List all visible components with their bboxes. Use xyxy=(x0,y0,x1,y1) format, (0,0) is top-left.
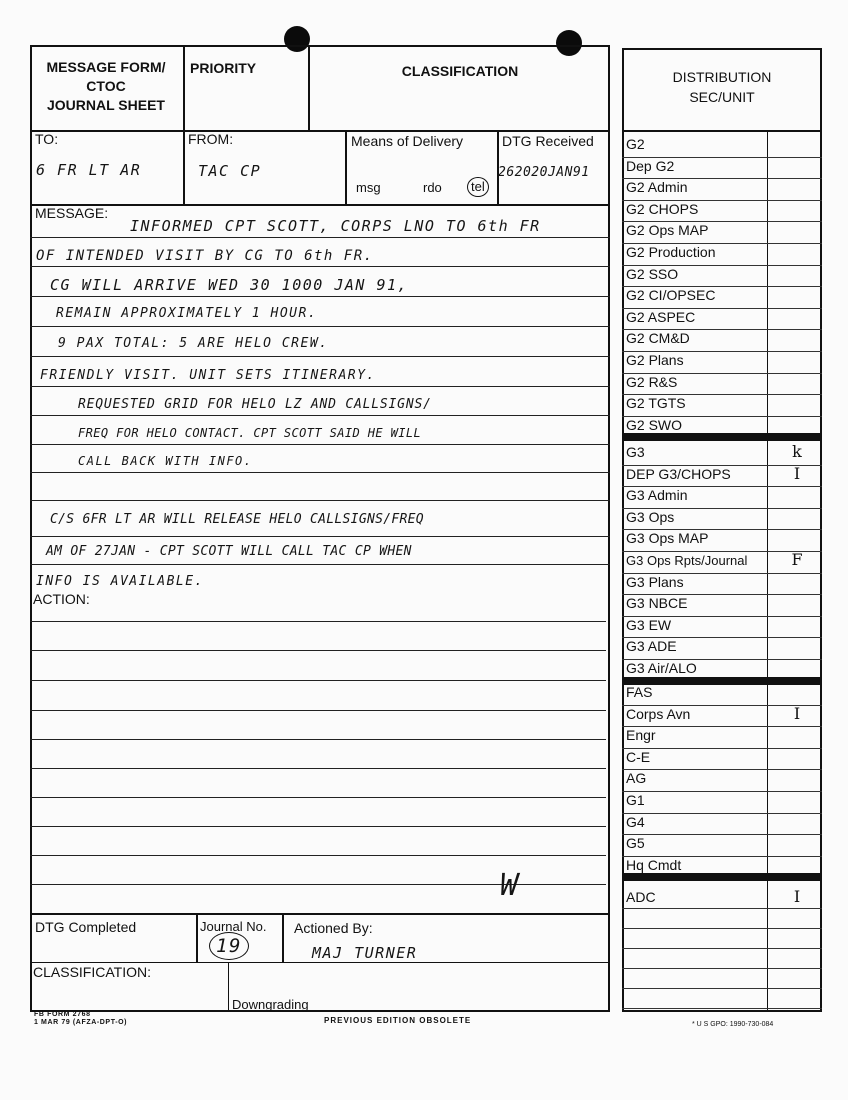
distribution-unit-name: G3 EW xyxy=(626,616,672,633)
journal-no-value: 19 xyxy=(209,932,249,960)
footer-classification-label: CLASSIFICATION: xyxy=(33,964,151,980)
classification-header-label: CLASSIFICATION xyxy=(401,63,519,79)
message-line: CALL BACK WITH INFO. xyxy=(78,454,253,468)
distribution-unit-name: G4 xyxy=(626,813,645,830)
distribution-unit-name: G2 CM&D xyxy=(626,330,690,347)
distribution-row xyxy=(622,443,822,466)
distribution-unit-name: FAS xyxy=(626,684,653,700)
distribution-unit-name: G3 Ops MAP xyxy=(626,530,709,547)
distribution-unit-name: G5 xyxy=(626,835,645,852)
distribution-row xyxy=(622,286,822,309)
to-value: 6 FR LT AR xyxy=(36,161,142,179)
message-line: INFO IS AVAILABLE. xyxy=(36,574,204,589)
distribution-row xyxy=(622,834,822,857)
journal-no-label: Journal No. xyxy=(200,919,267,934)
message-line: AM OF 27JAN - CPT SCOTT WILL CALL TAC CP WHEN xyxy=(46,544,412,559)
distribution-row xyxy=(622,726,822,749)
message-label: MESSAGE: xyxy=(35,205,109,221)
action-initials: W xyxy=(500,868,520,903)
distribution-row xyxy=(622,178,822,201)
downgrading-label: Downgrading xyxy=(232,997,309,1012)
edition-note: PREVIOUS EDITION OBSOLETE xyxy=(324,1016,472,1025)
distribution-row xyxy=(622,529,822,552)
distribution-mark: I xyxy=(793,703,801,723)
distribution-unit-name: C-E xyxy=(626,748,651,765)
distribution-unit-name: G2 TGTS xyxy=(626,395,686,412)
message-line: INFORMED CPT SCOTT, CORPS LNO TO 6th FR xyxy=(130,217,541,235)
means-of-delivery-label: Means of Delivery xyxy=(351,133,464,149)
distribution-row xyxy=(622,888,822,909)
actioned-by-value: MAJ TURNER xyxy=(312,944,418,962)
message-line: REQUESTED GRID FOR HELO LZ AND CALLSIGNS/ xyxy=(78,397,432,412)
distribution-unit-name: G3 Ops xyxy=(626,508,675,525)
distribution-row xyxy=(622,486,822,509)
distribution-row xyxy=(622,265,822,288)
from-label: FROM: xyxy=(188,131,234,147)
distribution-row xyxy=(622,221,822,244)
distribution-unit-name: G3 NBCE xyxy=(626,595,688,612)
distribution-unit-name: Corps Avn xyxy=(626,705,691,722)
distribution-row xyxy=(622,705,822,728)
distribution-row xyxy=(622,373,822,396)
distribution-row xyxy=(622,988,822,1009)
distribution-group-divider xyxy=(622,873,822,881)
from-value: TAC CP xyxy=(198,162,262,180)
distribution-unit-name: G1 xyxy=(626,792,645,808)
to-label: TO: xyxy=(35,131,59,147)
distribution-row xyxy=(622,243,822,266)
distribution-unit-name: G3 Plans xyxy=(626,573,684,590)
distribution-unit-name: G3 Ops Rpts/Journal xyxy=(626,553,748,568)
distribution-unit-name: ADC xyxy=(626,889,656,905)
actioned-by-label: Actioned By: xyxy=(294,920,373,936)
distribution-row xyxy=(622,637,822,660)
distribution-unit-name: G2 Admin xyxy=(626,179,688,196)
distribution-row xyxy=(622,769,822,792)
message-line: C/S 6FR LT AR WILL RELEASE HELO CALLSIGNS/FREQ xyxy=(50,512,424,527)
distribution-row xyxy=(622,308,822,331)
distribution-row xyxy=(622,329,822,352)
distribution-row xyxy=(622,928,822,949)
distribution-row xyxy=(622,594,822,617)
dtg-received-value: 262020JAN91 xyxy=(498,165,590,180)
distribution-row xyxy=(622,908,822,929)
delivery-option-tel: tel xyxy=(467,177,489,197)
distribution-unit-name: G2 R&S xyxy=(626,373,678,390)
distribution-row xyxy=(622,200,822,223)
distribution-unit-name: G2 CI/OPSEC xyxy=(626,287,716,304)
distribution-row xyxy=(622,748,822,771)
message-line: REMAIN APPROXIMATELY 1 HOUR. xyxy=(56,306,318,321)
distribution-unit-name: G2 Production xyxy=(626,244,716,260)
distribution-unit-name: G3 Air/ALO xyxy=(626,660,697,676)
distribution-mark: F xyxy=(791,550,803,569)
distribution-unit-name: G2 ASPEC xyxy=(626,308,696,325)
distribution-unit-name: Dep G2 xyxy=(626,157,675,174)
distribution-row xyxy=(622,551,822,574)
distribution-row xyxy=(622,157,822,180)
distribution-unit-name: AG xyxy=(626,770,647,787)
distribution-group-divider xyxy=(622,433,822,441)
priority-label: PRIORITY xyxy=(190,60,257,76)
distribution-row xyxy=(622,573,822,596)
distribution-unit-name: G3 ADE xyxy=(626,638,677,655)
dtg-received-label: DTG Received xyxy=(502,133,594,149)
distribution-title: DISTRIBUTION SEC/UNIT xyxy=(672,69,772,105)
distribution-unit-name: G2 SSO xyxy=(626,265,679,282)
gpo-note: * U S GPO: 1990-730-084 xyxy=(692,1021,774,1028)
message-line: FRIENDLY VISIT. UNIT SETS ITINERARY. xyxy=(40,368,376,383)
distribution-unit-name: Hq Cmdt xyxy=(626,856,682,873)
form-title: MESSAGE FORM/ CTOC JOURNAL SHEET xyxy=(46,59,166,113)
message-line: CG WILL ARRIVE WED 30 1000 JAN 91, xyxy=(50,276,409,294)
distribution-row xyxy=(622,616,822,639)
message-line: 9 PAX TOTAL: 5 ARE HELO CREW. xyxy=(58,336,329,351)
distribution-unit-name: G3 xyxy=(626,444,645,460)
message-line: OF INTENDED VISIT BY CG TO 6th FR. xyxy=(36,248,374,264)
distribution-row xyxy=(622,508,822,531)
distribution-mark: I xyxy=(793,887,801,906)
distribution-row xyxy=(622,465,822,488)
form-number: FB FORM 2768 1 MAR 79 (AFZA-DPT-O) xyxy=(34,1011,128,1026)
distribution-mark: k xyxy=(792,442,802,461)
distribution-unit-name: G2 Plans xyxy=(626,352,684,368)
distribution-row xyxy=(622,683,822,706)
distribution-row xyxy=(622,791,822,814)
delivery-option-rdo: rdo xyxy=(423,180,442,195)
distribution-unit-name: DEP G3/CHOPS xyxy=(626,465,731,482)
distribution-row xyxy=(622,968,822,989)
distribution-row xyxy=(622,394,822,417)
distribution-row xyxy=(622,948,822,969)
delivery-option-msg: msg xyxy=(356,180,381,195)
distribution-row xyxy=(622,351,822,374)
distribution-unit-name: Engr xyxy=(626,727,656,744)
action-label: ACTION: xyxy=(33,591,90,607)
distribution-unit-name: G2 CHOPS xyxy=(626,200,699,217)
distribution-row xyxy=(622,135,822,158)
message-line: FREQ FOR HELO CONTACT. CPT SCOTT SAID HE WILL xyxy=(78,426,422,440)
distribution-mark: I xyxy=(793,463,801,483)
dtg-completed-label: DTG Completed xyxy=(35,919,137,935)
distribution-unit-name: G2 Ops MAP xyxy=(626,222,709,239)
distribution-unit-name: G2 xyxy=(626,136,645,152)
distribution-unit-name: G2 SWO xyxy=(626,416,683,433)
distribution-row xyxy=(622,813,822,836)
message-form xyxy=(30,45,610,1012)
distribution-unit-name: G3 Admin xyxy=(626,487,688,504)
